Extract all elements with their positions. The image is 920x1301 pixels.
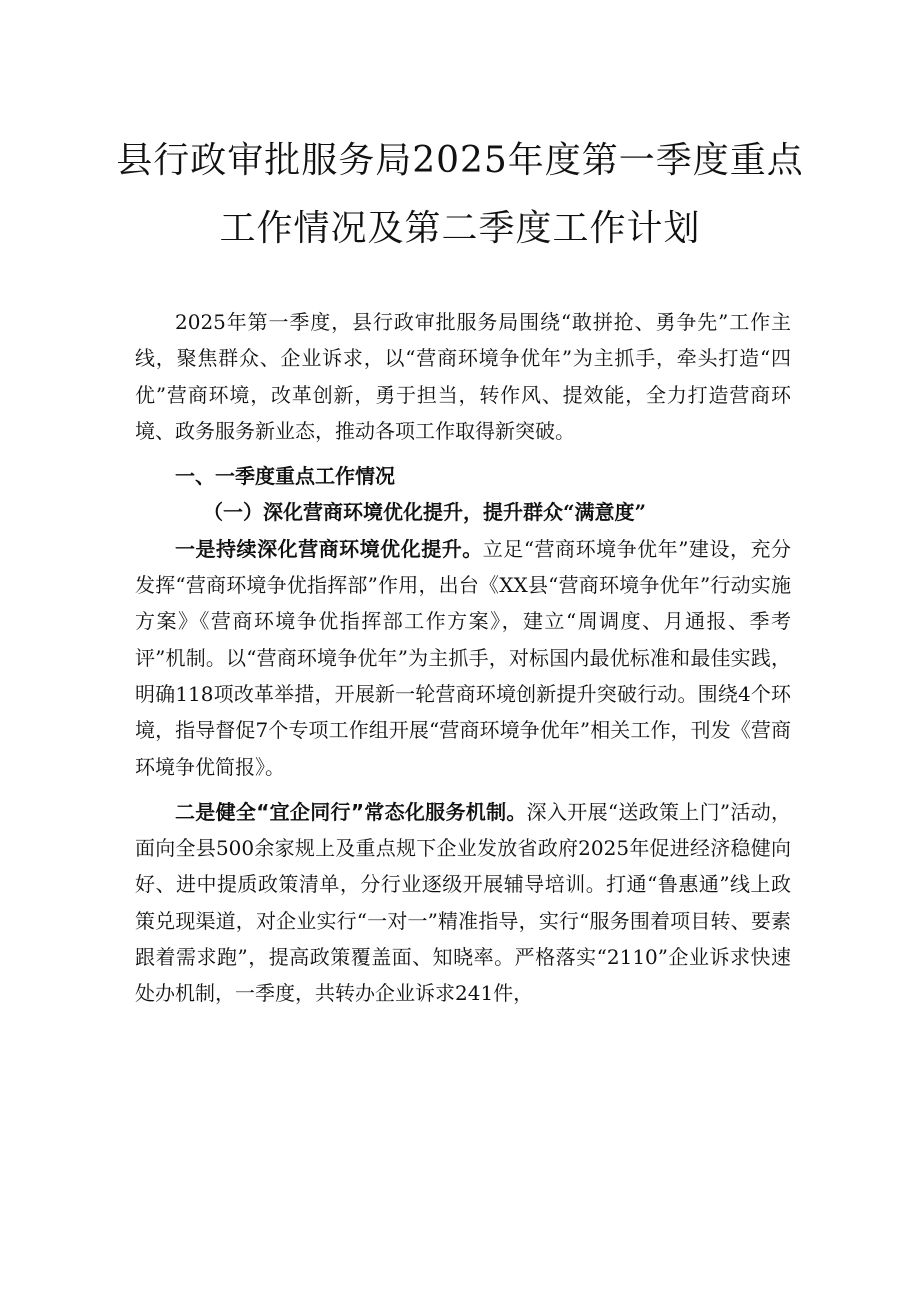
document-body — [135, 304, 791, 1012]
paragraph-2-lead: 二是健全“宜企同行”常态化服务机制。 — [175, 799, 527, 824]
paragraph-2-text: 深入开展“送政策上门”活动，面向全县500余家规上及重点规下企业发放省政府2025年促进经济稳健向好、进中提质政策清单，分行业逐级开展辅导培训。打通“鲁惠通”线上政策兑现渠道，对企业实行“一对一”精准指导，实行“服务围着项目转、要素跟着需求跑”，提高政策覆盖面、知晓率。严格落实“2110”企业诉求快速处办机制，一季度，共转办企业诉求241件， — [135, 799, 791, 1006]
paragraph-1 — [135, 531, 791, 785]
intro-paragraph: 2025年第一季度，县行政审批服务局围绕“敢拼抢、勇争先”工作主线，聚焦群众、企业诉求，以“营商环境争优年”为主抓手，牵头打造“四优”营商环境，改革创新，勇于担当，转作风、提效能，全力打造营商环境、政务服务新业态，推动各项工作取得新突破。 — [135, 310, 791, 443]
document-title-line-2: 工作情况及第二季度工作计划 — [219, 208, 701, 249]
paragraph-1-lead: 一是持续深化营商环境优化提升。 — [175, 536, 483, 561]
section-heading-1: 一、一季度重点工作情况 — [175, 464, 395, 489]
paragraph-1-text: 立足“营商环境争优年”建设，充分发挥“营商环境争优指挥部”作用，出台《XX县“营商环境争优年”行动实施方案》《营商环境争优指挥部工作方案》，建立“周调度、月通报、季考评”机制。以“营商环境争优年”为主抓手，对标国内最优标准和最佳实践，明确118项改革举措，开展新一轮营商环境创新提升突破行动。围绕4个环境，指导督促7个专项工作组开展“营商环境争优年”相关工作，刊发《营商环境争优简报》。 — [135, 536, 792, 779]
subsection-heading-1: （一）深化营商环境优化提升，提升群众“满意度” — [203, 500, 647, 525]
paragraph-2 — [135, 794, 791, 1012]
document-title-line-1: 县行政审批服务局2025年度第一季度重点 — [116, 140, 804, 181]
